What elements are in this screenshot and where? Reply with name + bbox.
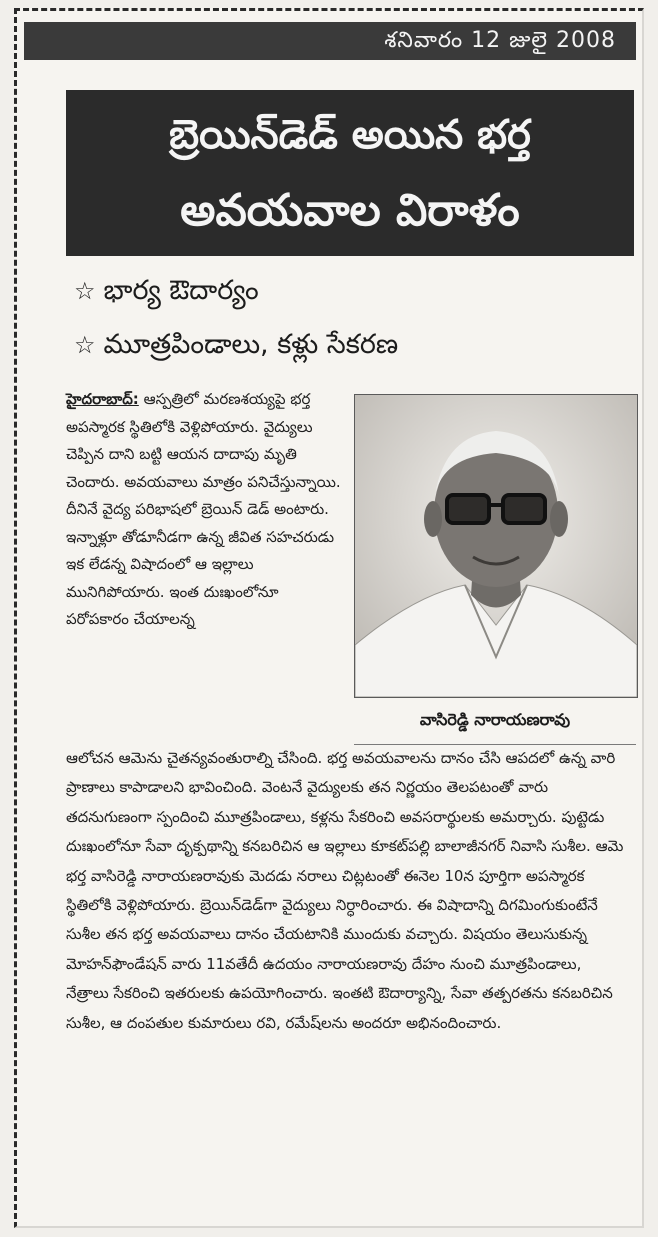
headline-line-2: అవయవాల విరాళం [180,185,520,236]
article-lead-column [66,386,344,634]
star-icon: ☆ [74,331,96,359]
dateline-bar: శనివారం 12 జులై 2008 [24,22,636,60]
subheading-2 [74,324,398,366]
article-placeline: హైదరాబాద్: [66,390,139,408]
subheading-1 [74,270,259,312]
portrait-photo [354,394,638,698]
subheading-2-text: మూత్రపిండాలు, కళ్లు సేకరణ [103,329,399,360]
portrait-illustration [355,395,637,697]
subheading-1-text: భార్య ఔదార్యం [103,275,259,306]
article-continuation-column [66,744,626,1038]
star-icon: ☆ [74,277,96,305]
article-lead-text: ఆస్పత్రిలో మరణశయ్యపై భర్త అపస్మారక స్థితిలోకి వెళ్లిపోయారు. వైద్యులు చెప్పిన దాని బట్టి ఆయన దాదాపు మృతి చెందారు. అవయవాలు మాత్రం పనిచేస్తున్నాయి. దీనినే వైద్య పరిభాషలో బ్రెయిన్ డెడ్ అంటారు. ఇన్నాళ్లూ తోడూనీడగా ఉన్న జీవిత సహచరుడు ఇక లేడన్న విషాదంలో ఆ ఇల్లాలు మునిగిపోయారు. ఇంత దుఃఖంలోనూ పరోపకారం చేయాలన్న [66,390,341,628]
article-continuation-text: ఆలోచన ఆమెను చైతన్యవంతురాల్ని చేసింది. భర్త అవయవాలను దానం చేసి ఆపదలో ఉన్న వారి ప్రాణాలు కాపాడాలని భావించింది. వెంటనే వైద్యులకు తన నిర్ణయం తెలపటంతో వారు తదనుగుణంగా స్పందించి మూత్రపిండాలు, కళ్లను సేకరించి అవసరార్థులకు అమర్చారు. పుట్టెడు దుఃఖంలోనూ సేవా దృక్పథాన్ని కనబరిచిన ఆ ఇల్లాలు కూకట్‌పల్లి బాలాజీనగర్ నివాసి సుశీల. ఆమె భర్త వాసిరెడ్డి నారాయణరావుకు మెదడు నరాలు చిట్లటంతో ఈనెల 10న పూర్తిగా అపస్మారక స్థితిలోకి వెళ్లిపోయారు. బ్రెయిన్‌డెడ్‌గా వైద్యులు నిర్ధారించారు. ఈ విషాదాన్ని దిగమింగుకుంటేనే సుశీల తన భర్త అవయవాలు దానం చేయటానికి ముందుకు వచ్చారు. విషయం తెలుసుకున్న మోహన్‌ఫౌండేషన్ వారు 11వతేదీ ఉదయం నారాయణరావు దేహం నుంచి మూత్రపిండాలు, నేత్రాలు సేకరించి ఇతరులకు ఉపయోగించారు. ఇంతటి ఔదార్యాన్ని, సేవా తత్పరతను కనబరిచిన సుశీల, ఆ దంపతుల కుమారులు రవి, రమేష్‌లను అందరూ అభినందించారు. [66,749,624,1032]
photo-caption: వాసిరెడ్డి నారాయణరావు [419,710,571,729]
headline-line-1: బ్రెయిన్‌డెడ్ అయిన భర్త [169,112,531,158]
headline-box [66,90,634,256]
